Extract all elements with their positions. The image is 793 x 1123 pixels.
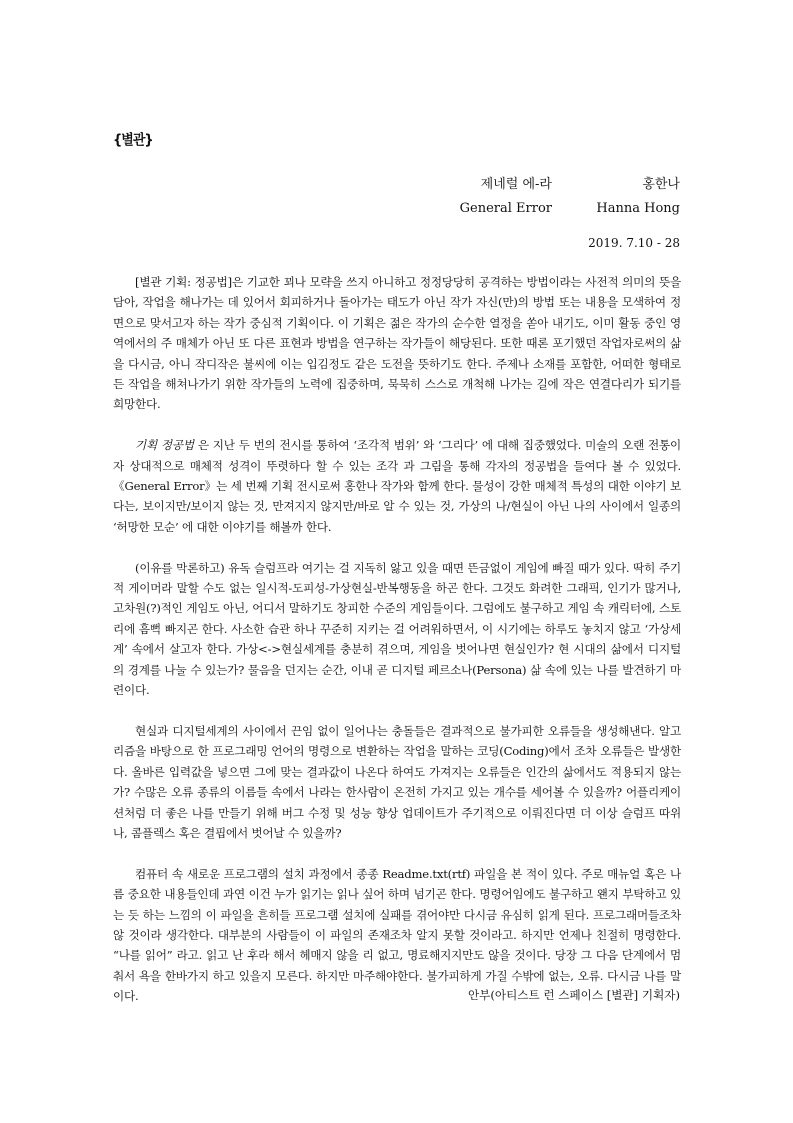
author-signature: 안부(아티스트 런 스페이스 [별관] 기획자): [467, 988, 680, 1002]
byeolgwan-logo: {별관}: [113, 132, 153, 149]
artist-name-english: Hanna Hong: [596, 201, 680, 216]
paragraph-1: [별관 기획: 정공법]은 기교한 꾀나 모략을 쓰지 아니하고 정정당당히 공격하는 방법이라는 사전적 의미의 뜻을 담아, 작업을 해나가는 데 있어서 회피하거나 돌아가는 태도가 아닌 작가 자신(만)의 방법 또는 내용을 모색하여 정면으로 맞서고자 하는 작가 중심적 기획이다. 이 기획은 젊은 작가의 순수한 열정을 쏟아 내기도, 이미 활동 중인 영역에서의 주 매체가 아닌 또 다른 표현과 방법을 연구하는 작가들이 해당된다. 또한 때론 포기했던 작업자로써의 삶을 다시금, 아니 작디작은 불씨에 이는 입김정도 같은 도전을 뜻하기도 한다. 주제나 소재를 포함한, 어떠한 형태로든 작업을 해쳐나가기 위한 작가들의 노력에 집중하며, 묵묵히 스스로 개척해 나가는 길에 작은 연결다리가 되기를 희망한다.: [113, 275, 681, 412]
title-row-korean: [360, 173, 680, 197]
paragraph-4: 현실과 디지털세계의 사이에서 끈임 없이 일어나는 충돌들은 결과적으로 불가피한 오류들을 생성해낸다. 알고리즘을 바탕으로 한 프로그래밍 언어의 명령으로 변환하는 작업을 말하는 코딩(Coding)에서 조차 오류들은 발생한다. 올바른 입력값을 넣으면 그에 맞는 결과값이 나온다 하여도 가져지는 오류들은 인간의 삶에서도 적용되지 않는가? 수많은 오류 종류의 이름들 속에서 나라는 한사람이 온전히 가지고 있는 개수를 세어볼 수 있을까? 어플리케이션처럼 더 좋은 나를 만들기 위해 버그 수정 및 성능 향상 업데이트가 주기적으로 이뤄진다면 더 이상 슬럼프 따위나, 콤플렉스 혹은 결핍에서 벗어날 수 있을까?: [113, 723, 681, 840]
exhibition-title-korean: 제네럴 에-라: [480, 177, 552, 192]
title-row-english: [360, 197, 680, 221]
paragraph-2-emphasis: 기획 정공법: [135, 438, 194, 453]
exhibition-date: 2019. 7.10 - 28: [588, 236, 680, 250]
paragraph-5: 컴퓨터 속 새로운 프로그램의 설치 과정에서 종종 Readme.txt(rtf) 파일을 본 적이 있다. 주로 매뉴얼 혹은 나름 중요한 내용들인데 과연 이건 누가 읽기는 읽나 싶어 하며 넘기곤 한다. 명령어임에도 불구하고 왠지 부탁하고 있는 듯 하는 느낌의 이 파일을 흔히들 프로그램 설치에 실패를 겪어야만 다시금 유심히 읽게 된다. 프로그래머들조차 않 것이라 생각한다. 대부분의 사람들이 이 파일의 존재조차 알지 못할 것이라고. 하지만 언제나 친절히 명령한다. “나를 읽어” 라고. 읽고 난 후라 해서 헤매지 않을 리 없고, 명료해지지만도 않을 것이다. 당장 그 다음 단계에서 멈춰서 욕을 한바가지 하고 있을지 모른다. 하지만 마주해야한다. 불가피하게 가질 수밖에 없는, 오류. 다시금 나를 말이다.: [113, 866, 681, 1004]
body-text: [113, 272, 681, 1027]
paragraph-2-text: 은 지난 두 번의 전시를 통하여 ‘조각적 범위’ 와 ‘그리다’ 에 대해 집중했었다. 미술의 오랜 전통이자 상대적으로 매체적 성격이 뚜렷하다 할 수 있는 조각 과 그림을 통해 각자의 정공법을 들여다 볼 수 있었다. 《General Error》는 세 번째 기획 전시로써 홍한나 작가와 함께 한다. 물성이 강한 매체적 특성의 대한 이야기 보다는, 보이지만/보이지 않는 것, 만져지지 않지만/바로 알 수 있는 것, 가상의 나/현실이 아닌 나의 사이에서 일종의 ‘허망한 모순’ 에 대한 이야기를 해볼까 한다.: [113, 438, 681, 534]
paragraph-2: [113, 435, 681, 537]
exhibition-title-english: General Error: [459, 201, 552, 216]
paragraph-3: (이유를 막론하고) 유독 슬럼프라 여기는 걸 지독히 앓고 있을 때면 뜬금없이 게임에 빠질 때가 있다. 딱히 주기적 게이머라 말할 수도 없는 일시적-도피성-가상현실-반복행동을 하곤 한다. 그것도 화려한 그래픽, 인기가 많거나, 고차원(?)적인 게임도 아닌, 어디서 말하기도 창피한 수준의 게임들이다. 그럼에도 불구하고 게임 속 캐릭터에, 스토리에 흠뻑 빠지곤 한다. 사소한 습관 하나 꾸준히 지키는 걸 어려워하면서, 이 시기에는 하루도 놓치지 않고 ‘가상세계’ 속에서 살고자 한다. 가상<->현실세계를 충분히 겪으며, 게임을 벗어나면 현실인가? 현 시대의 삶에서 디지털의 경계를 나눌 수 있는가? 물음을 던지는 순간, 이내 곧 디지털 페르소나(Persona) 삶 속에 있는 나를 발견하기 마련이다.: [113, 560, 681, 698]
artist-name-korean: 홍한나: [642, 177, 680, 192]
title-block: [360, 173, 680, 221]
